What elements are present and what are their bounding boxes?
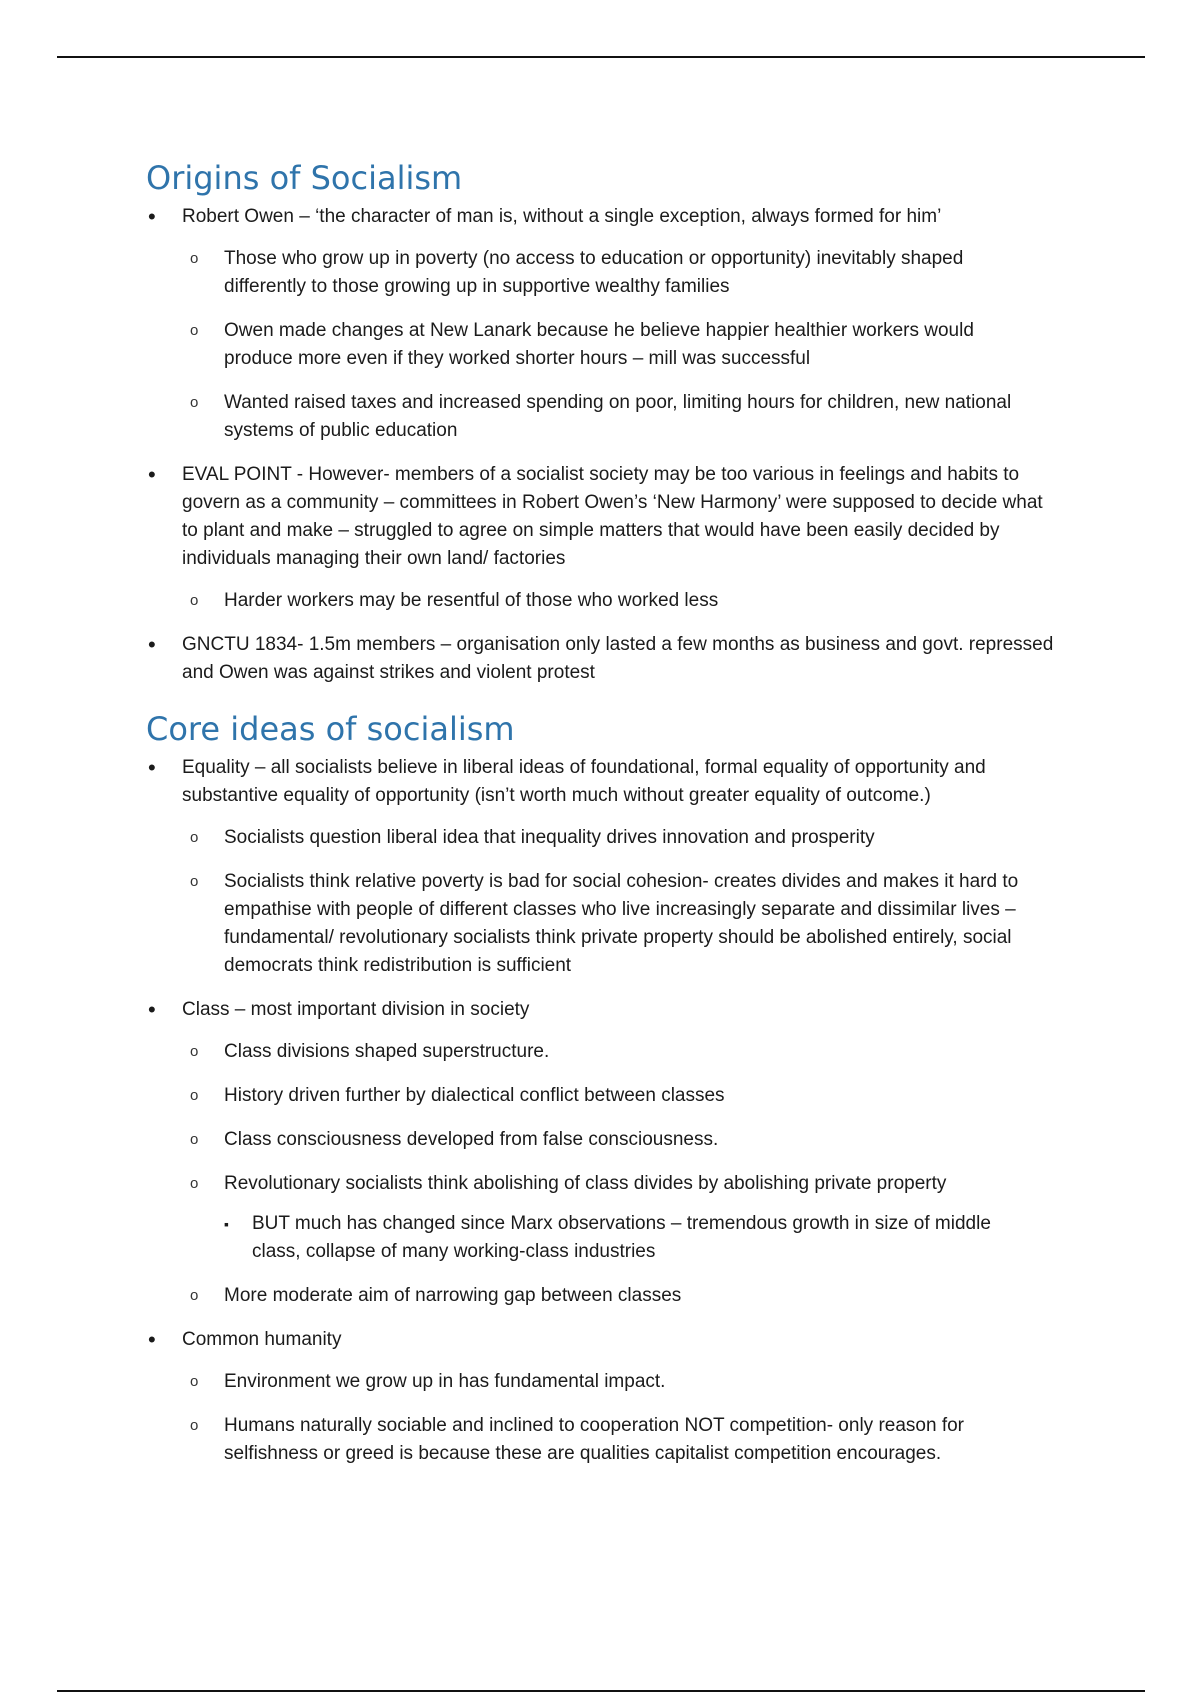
bullet-icon: • — [148, 203, 156, 229]
sub-list-item — [190, 1282, 1032, 1310]
sub-list-item-text: Humans naturally sociable and inclined to cooperation NOT competition- only reason for selfishness or greed is because these are qualities capitalist competition encourages. — [224, 1414, 964, 1464]
sub-list-item-text: Class divisions shaped superstructure. — [224, 1040, 550, 1062]
sub-list — [182, 245, 1062, 445]
sub-list-item — [190, 1038, 1032, 1066]
circle-bullet-icon: o — [190, 249, 199, 267]
section-heading: Core ideas of socialism — [146, 709, 515, 748]
circle-bullet-icon: o — [190, 1086, 199, 1104]
circle-bullet-icon: o — [190, 1372, 199, 1390]
sub-list-item — [190, 1170, 1032, 1266]
sub-sub-list-item-text: BUT much has changed since Marx observations – tremendous growth in size of middle class, collapse of many working-class industries — [252, 1212, 991, 1262]
sub-list-item-text: Harder workers may be resentful of those who worked less — [224, 589, 719, 611]
bullet-icon: • — [148, 1326, 156, 1352]
sub-list-item-text: Socialists question liberal idea that inequality drives innovation and prosperity — [224, 826, 875, 848]
sub-list-item — [190, 587, 1032, 615]
sub-list — [182, 824, 1062, 980]
footer-rule — [57, 1690, 1145, 1692]
header-rule — [57, 56, 1145, 58]
bullet-icon: • — [148, 631, 156, 657]
sub-list — [182, 1038, 1062, 1310]
sub-list — [182, 1368, 1062, 1468]
circle-bullet-icon: o — [190, 1174, 199, 1192]
bullet-icon: • — [148, 461, 156, 487]
circle-bullet-icon: o — [190, 1130, 199, 1148]
sub-list — [182, 587, 1062, 615]
sub-list-item-text: Those who grow up in poverty (no access to education or opportunity) inevitably shaped differently to those growing up in supportive wealthy families — [224, 247, 964, 297]
list-item-text: Equality – all socialists believe in liberal ideas of foundational, formal equality of opportunity and substantive equality of opportunity (isn’t worth much without greater equality of outcome.) — [182, 756, 986, 806]
sub-list-item — [190, 824, 1032, 852]
circle-bullet-icon: o — [190, 828, 199, 846]
list-item-text: Robert Owen – ‘the character of man is, without a single exception, always formed for him’ — [182, 205, 942, 227]
list-item-text: Class – most important division in society — [182, 998, 530, 1020]
sub-list-item-text: Environment we grow up in has fundamental impact. — [224, 1370, 666, 1392]
section-heading: Origins of Socialism — [146, 159, 463, 197]
list-item-text: GNCTU 1834- 1.5m members – organisation only lasted a few months as business and govt. repressed and Owen was against strikes and violent protest — [182, 633, 1054, 683]
section-core-ideas — [0, 711, 1200, 1468]
circle-bullet-icon: o — [190, 1042, 199, 1060]
square-bullet-icon: ▪ — [224, 1215, 229, 1232]
list-item-text: Common humanity — [182, 1328, 342, 1350]
sub-list-item — [190, 245, 1032, 301]
sub-list-item — [190, 1126, 1032, 1154]
bullet-icon: • — [148, 754, 156, 780]
sub-list-item — [190, 1368, 1032, 1396]
sub-list-item-text: Class consciousness developed from false consciousness. — [224, 1128, 719, 1150]
sub-list-item — [190, 317, 1032, 373]
list-item — [148, 754, 1062, 980]
sub-list-item-text: Wanted raised taxes and increased spending on poor, limiting hours for children, new national systems of public education — [224, 391, 1012, 441]
circle-bullet-icon: o — [190, 872, 199, 890]
bullet-list — [0, 754, 1200, 1468]
sub-sub-list-item — [224, 1210, 1032, 1266]
circle-bullet-icon: o — [190, 591, 199, 609]
sub-list-item-text: Socialists think relative poverty is bad for social cohesion- creates divides and makes it hard to empathise with people of different classes who live increasingly separate and dissimilar lives – fundamental/ revolutionary socialists think private property should be abolished entirely, social democrats think redistribution is sufficient — [224, 870, 1019, 976]
sub-list-item — [190, 389, 1032, 445]
sub-sub-list — [224, 1210, 1032, 1266]
list-item — [148, 631, 1062, 687]
sub-list-item — [190, 868, 1032, 980]
circle-bullet-icon: o — [190, 321, 199, 339]
circle-bullet-icon: o — [190, 1416, 199, 1434]
list-item-text: EVAL POINT - However- members of a socialist society may be too various in feelings and habits to govern as a community – committees in Robert Owen’s ‘New Harmony’ were supposed to decide what to plant and make – struggled to agree on simple matters that would have been easily decided by individuals managing their own land/ factories — [182, 463, 1043, 569]
circle-bullet-icon: o — [190, 1286, 199, 1304]
circle-bullet-icon: o — [190, 393, 199, 411]
bullet-icon: • — [148, 996, 156, 1022]
list-item — [148, 461, 1062, 615]
sub-list-item-text: Owen made changes at New Lanark because he believe happier healthier workers would produce more even if they worked shorter hours – mill was successful — [224, 319, 974, 369]
sub-list-item — [190, 1082, 1032, 1110]
list-item — [148, 1326, 1062, 1468]
list-item — [148, 203, 1062, 445]
bullet-list — [0, 203, 1200, 687]
list-item — [148, 996, 1062, 1310]
sub-list-item — [190, 1412, 1032, 1468]
sub-list-item-text: Revolutionary socialists think abolishing of class divides by abolishing private property — [224, 1172, 947, 1194]
section-origins — [0, 160, 1200, 687]
sub-list-item-text: More moderate aim of narrowing gap between classes — [224, 1284, 682, 1306]
document-body — [0, 160, 1200, 1468]
sub-list-item-text: History driven further by dialectical conflict between classes — [224, 1084, 725, 1106]
